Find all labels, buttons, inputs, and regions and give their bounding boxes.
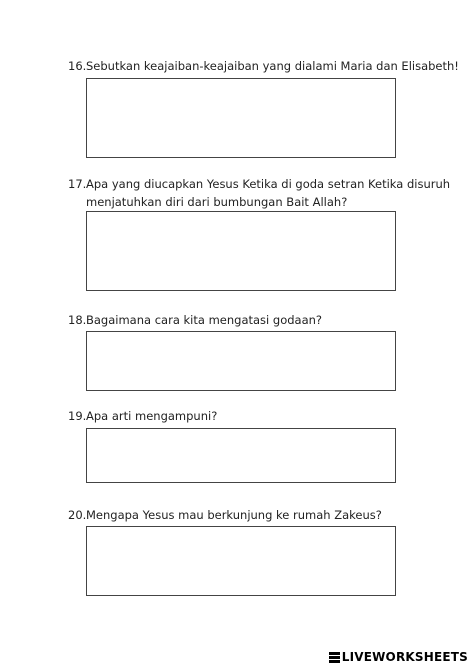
liveworksheets-logo-icon <box>329 652 340 663</box>
question-number: 16. <box>68 59 87 73</box>
question-text: Mengapa Yesus mau berkunjung ke rumah Zakeus? <box>86 508 382 522</box>
question-text: Sebutkan keajaiban-keajaiban yang dialami Maria dan Elisabeth! <box>86 59 459 73</box>
answer-box-20[interactable] <box>86 526 396 596</box>
question-number: 19. <box>68 409 87 423</box>
answer-box-17[interactable] <box>86 211 396 291</box>
liveworksheets-footer[interactable] <box>329 650 468 664</box>
question-text: Bagaimana cara kita mengatasi godaan? <box>86 313 323 327</box>
question-text: Apa yang diucapkan Yesus Ketika di goda setran Ketika disuruh <box>86 177 451 191</box>
answer-box-16[interactable] <box>86 78 396 158</box>
answer-box-19[interactable] <box>86 428 396 483</box>
brand-name: LIVEWORKSHEETS <box>341 650 468 664</box>
answer-box-18[interactable] <box>86 331 396 391</box>
question-number: 18. <box>68 313 87 327</box>
question-text-continued: menjatuhkan diri dari bumbungan Bait Allah? <box>86 195 348 209</box>
question-number: 20. <box>68 508 87 522</box>
question-text: Apa arti mengampuni? <box>86 409 218 423</box>
question-number: 17. <box>68 177 87 191</box>
